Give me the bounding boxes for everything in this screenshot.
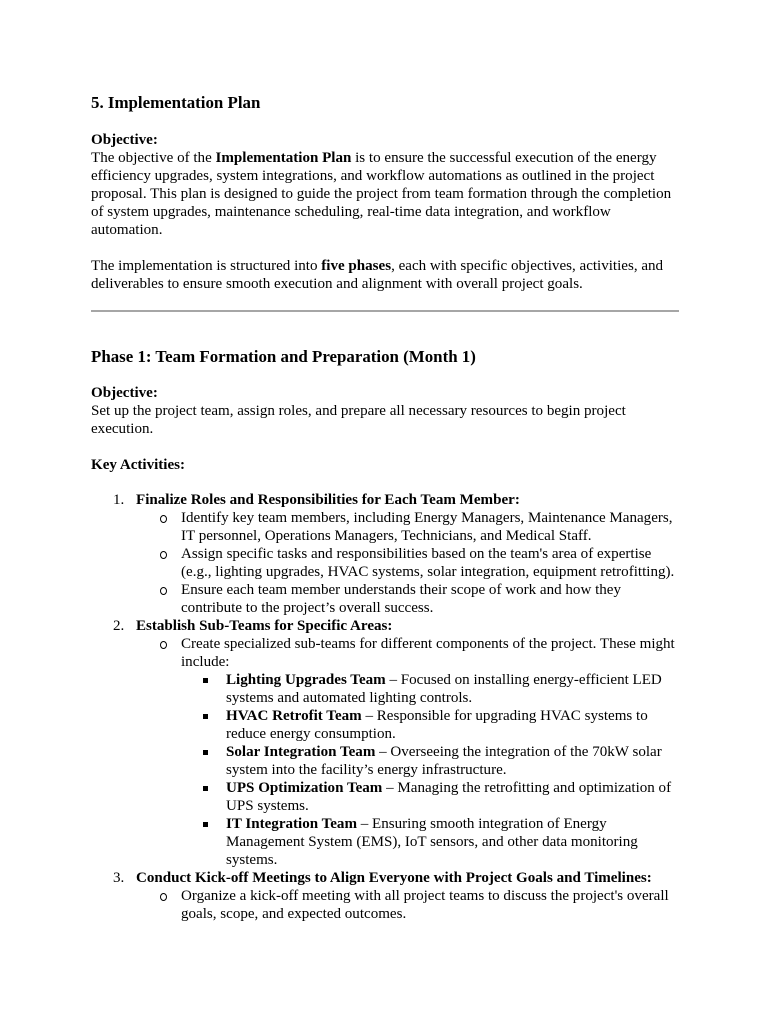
activity-subitem <box>136 581 679 617</box>
subitem-text: Ensure each team member understands their scope of work and how they contribute to the project’s overall success. <box>181 582 621 616</box>
objective-paragraph <box>91 149 679 239</box>
phase-objective-label: Objective: <box>91 385 158 401</box>
list-number: 3. <box>113 870 125 886</box>
subitem-text: Identify key team members, including Energy Managers, Maintenance Managers, IT personnel, Operations Managers, Technicians, and Medical Staff. <box>181 510 673 544</box>
subteam-name: UPS Optimization Team <box>226 780 383 796</box>
text-run: , each with specific objectives, activities, and deliverables to ensure smooth execution and alignment with overall project goals. <box>91 258 664 292</box>
phase-objective-text: Set up the project team, assign roles, and prepare all necessary resources to begin project execution. <box>91 403 626 437</box>
activity-subitem <box>136 545 679 581</box>
activity-subitem <box>136 887 679 923</box>
activity-item <box>91 491 679 617</box>
phase-objective-block <box>91 384 679 438</box>
circle-bullet-icon <box>160 893 167 901</box>
list-number: 1. <box>113 492 125 508</box>
structure-paragraph <box>91 257 679 293</box>
section-title: 5. Implementation Plan <box>91 93 261 112</box>
key-activities-label: Key Activities: <box>91 457 186 473</box>
text-run: The objective of the <box>91 150 216 166</box>
activity-title: Establish Sub-Teams for Specific Areas: <box>136 618 393 634</box>
subteam-list <box>181 671 679 869</box>
subteam-description: – Overseeing the integration of the 70kW solar system into the facility’s energy infrastructure. <box>226 744 662 778</box>
circle-bullet-icon <box>160 587 167 595</box>
objective-label: Objective: <box>91 132 158 148</box>
subteam-item <box>181 707 679 743</box>
activity-subitem <box>136 509 679 545</box>
activities-list <box>91 491 679 923</box>
subitem-text: Assign specific tasks and responsibilities based on the team's area of expertise (e.g., lighting upgrades, HVAC systems, solar integration, equipment retrofitting). <box>181 546 675 580</box>
objective-block <box>91 131 679 239</box>
activity-sublist <box>136 887 679 923</box>
text-run: is to ensure the successful execution of the energy efficiency upgrades, system integrations, and workflow automations as outlined in the project proposal. This plan is designed to guide the project from team formation through the completion of system upgrades, maintenance scheduling, real-time data integration, and workflow automation. <box>91 150 672 238</box>
activity-title: Conduct Kick-off Meetings to Align Everyone with Project Goals and Timelines: <box>136 870 652 886</box>
bold-text-run: five phases <box>321 258 392 274</box>
circle-bullet-icon <box>160 551 167 559</box>
document-body <box>91 93 679 923</box>
circle-bullet-icon <box>160 515 167 523</box>
subteam-name: Solar Integration Team <box>226 744 376 760</box>
subteam-item <box>181 815 679 869</box>
list-number: 2. <box>113 618 125 634</box>
subteam-item <box>181 743 679 779</box>
square-bullet-icon <box>203 678 208 683</box>
subitem-text: Organize a kick-off meeting with all project teams to discuss the project's overall goals, scope, and expected outcomes. <box>181 888 669 922</box>
activity-subitem <box>136 635 679 869</box>
activity-title: Finalize Roles and Responsibilities for Each Team Member: <box>136 492 520 508</box>
horizontal-rule <box>91 310 679 312</box>
square-bullet-icon <box>203 714 208 719</box>
activity-sublist <box>136 509 679 617</box>
subteam-name: Lighting Upgrades Team <box>226 672 386 688</box>
subteam-description: – Focused on installing energy-efficient LED systems and automated lighting controls. <box>226 672 662 706</box>
circle-bullet-icon <box>160 641 167 649</box>
bold-text-run: Implementation Plan <box>215 150 352 166</box>
activity-item <box>91 869 679 923</box>
subteam-name: HVAC Retrofit Team <box>226 708 362 724</box>
subteam-description: – Responsible for upgrading HVAC systems to reduce energy consumption. <box>226 708 648 742</box>
activity-sublist <box>136 635 679 869</box>
text-run: The implementation is structured into <box>91 258 322 274</box>
subteam-description: – Ensuring smooth integration of Energy Management System (EMS), IoT sensors, and other data monitoring systems. <box>226 816 638 868</box>
square-bullet-icon <box>203 822 208 827</box>
activity-item <box>91 617 679 869</box>
phase-title: Phase 1: Team Formation and Preparation (Month 1) <box>91 347 476 366</box>
subteam-description: – Managing the retrofitting and optimization of UPS systems. <box>226 780 672 814</box>
subitem-text: Create specialized sub-teams for different components of the project. These might include: <box>181 636 675 670</box>
subteam-item <box>181 671 679 707</box>
subteam-name: IT Integration Team <box>226 816 357 832</box>
square-bullet-icon <box>203 750 208 755</box>
square-bullet-icon <box>203 786 208 791</box>
subteam-item <box>181 779 679 815</box>
